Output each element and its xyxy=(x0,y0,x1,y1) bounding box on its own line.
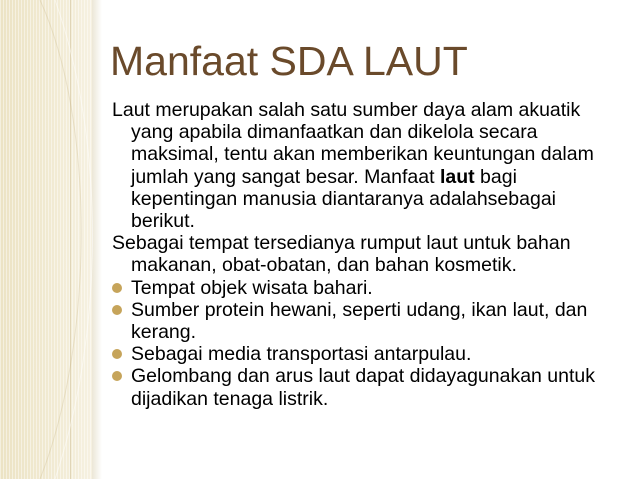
list-item xyxy=(112,299,624,343)
intro-paragraph xyxy=(112,99,624,277)
intro-text-part3: Sebagai tempat tersedianya rumput laut untuk bahan makanan, obat-obatan, dan bahan kosmetik. xyxy=(112,232,571,277)
intro-bold-word: laut xyxy=(439,165,475,188)
bullet-text: Gelombang dan arus laut dapat didayagunakan untuk dijadikan tenaga listrik. xyxy=(131,365,596,410)
list-item xyxy=(112,365,624,409)
bullet-text: Tempat objek wisata bahari. xyxy=(131,276,373,299)
bullet-list xyxy=(112,277,624,410)
intro-text-part2: bagi kepentingan manusia diantaranya adalahsebagai berikut. xyxy=(131,165,556,233)
list-item xyxy=(112,343,624,365)
decorative-curve xyxy=(0,0,110,479)
bullet-dot-icon xyxy=(112,305,122,315)
intro-text-part1: Laut merupakan salah satu sumber daya alam akuatik yang apabila dimanfaatkan dan dikelola secara maksimal, tentu akan memberikan keuntungan dalam jumlah yang sangat besar. Manfaat xyxy=(112,99,594,188)
bullet-text: Sumber protein hewani, seperti udang, ikan laut, dan kerang. xyxy=(131,298,588,344)
bullet-text: Sebagai media transportasi antarpulau. xyxy=(131,343,472,366)
bullet-dot-icon xyxy=(112,349,122,359)
slide-title: Manfaat SDA LAUT xyxy=(110,38,468,84)
bullet-dot-icon xyxy=(112,371,122,381)
bullet-dot-icon xyxy=(112,283,122,293)
slide-body xyxy=(112,99,624,410)
list-item xyxy=(112,277,624,299)
